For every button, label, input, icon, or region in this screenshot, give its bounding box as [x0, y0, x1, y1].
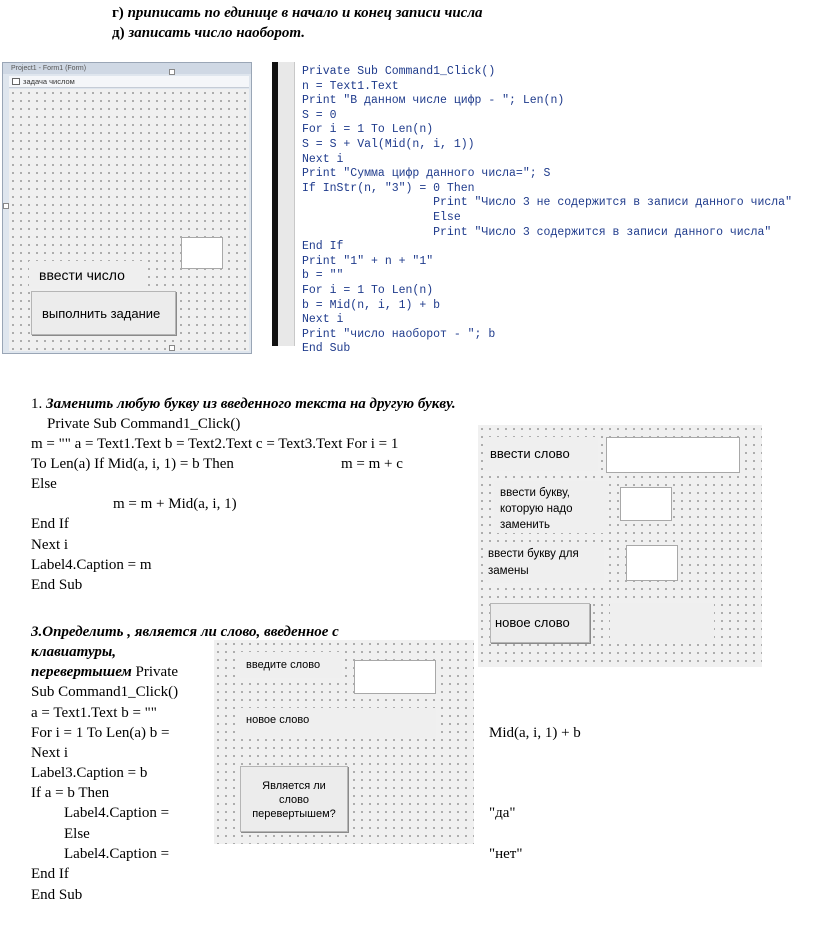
code-line: S = S + Val(Mid(n, i, 1))	[302, 137, 475, 151]
form3-word-input[interactable]	[354, 660, 436, 694]
task1-number: 1.	[31, 396, 43, 412]
task-d-text: записать число наоборот.	[128, 25, 305, 41]
code-line: Print "Сумма цифр данного числа="; S	[302, 167, 551, 181]
task1-code-line: End If	[31, 516, 69, 532]
form3-canvas	[214, 640, 474, 844]
task3-code-line: Next i	[31, 745, 69, 761]
code-line: b = ""	[302, 269, 344, 283]
task-g-line	[112, 3, 483, 23]
form3-label-new	[240, 708, 436, 738]
task3-code-line: Else	[64, 826, 90, 842]
form2-label-replace	[484, 543, 604, 583]
code-window	[272, 62, 812, 356]
code-line: End Sub	[302, 342, 351, 356]
task1-code-line: m = "" a = Text1.Text b = Text2.Text c = Text3.Text For i = 1	[31, 436, 399, 452]
code-line: Print "число наоборот - "; b	[302, 327, 496, 341]
code-line: n = Text1.Text	[302, 79, 399, 93]
code-line: Print "1" + n + "1"	[302, 254, 434, 268]
form2-letter-input[interactable]	[620, 487, 672, 521]
form2-label-replace-text: ввести букву для замены	[488, 548, 579, 577]
task3-code-line: a = Text1.Text b = ""	[31, 705, 157, 721]
form1-number-input[interactable]	[181, 237, 223, 269]
form2-label-word-text: ввести слово	[490, 446, 570, 461]
task3-code-line: Label3.Caption = b	[31, 765, 148, 781]
task-g-text: приписать по единице в начало и конец записи числа	[127, 5, 483, 21]
form2-label-word	[484, 437, 598, 471]
code-line: End If	[302, 240, 344, 254]
task3-code-line: "да"	[489, 805, 516, 821]
form-icon	[12, 78, 20, 85]
code-line: S = 0	[302, 108, 337, 122]
task3-title: перевертышем	[31, 664, 132, 680]
task3-title-line3	[31, 662, 178, 682]
task3-title: 3.Определить , является ли слово, введенное с	[31, 624, 339, 640]
form3-label-input	[240, 652, 342, 678]
task-d-marker: д)	[112, 25, 125, 41]
form2-new-word-button[interactable]	[490, 603, 590, 643]
task3-title: клавиатуры,	[31, 644, 117, 660]
form1-label-text: ввести число	[39, 267, 125, 283]
form1-window-titlebar	[3, 63, 251, 74]
form1-window-title: Project1 - Form1 (Form)	[11, 65, 87, 72]
task3-code-line: Mid(a, i, 1) + b	[489, 725, 581, 741]
task-d-line	[112, 23, 305, 43]
task1-code-line: Next i	[31, 537, 69, 553]
form2-result-label	[610, 603, 714, 643]
form2-label-letter	[494, 481, 608, 533]
code-line: Print "Число 3 не содержится в записи данного числа"	[302, 196, 792, 210]
form1-run-button[interactable]	[31, 291, 176, 335]
form2-replace-input[interactable]	[626, 545, 678, 581]
form1-caption-bar	[9, 76, 249, 88]
task-g-marker: г)	[112, 5, 124, 21]
code-line: If InStr(n, "3") = 0 Then	[302, 181, 475, 195]
task3-code-line: Private	[135, 664, 179, 680]
form1-designer-window	[2, 62, 252, 354]
task1-code-line: To Len(a) If Mid(a, i, 1) = b Then	[31, 456, 234, 472]
task3-code-line: "нет"	[489, 846, 523, 862]
code-line: Print "В данном числе цифр - "; Len(n)	[302, 94, 565, 108]
task3-code-line: For i = 1 To Len(a) b =	[31, 725, 170, 741]
code-line: For i = 1 To Len(n)	[302, 123, 434, 137]
task1-title: Заменить любую букву из введенного текста на другую букву.	[46, 396, 456, 412]
code-line: Else	[302, 210, 461, 224]
task1-code-line: Private Sub Command1_Click()	[47, 416, 241, 432]
resize-handle[interactable]	[3, 203, 9, 209]
task1-code-line: Else	[31, 476, 57, 492]
form1-label	[29, 261, 147, 289]
task3-code-line: End Sub	[31, 887, 83, 903]
task1-code-line: m = m + c	[341, 456, 403, 472]
code-line: Next i	[302, 313, 344, 327]
resize-handle[interactable]	[169, 69, 175, 75]
form2-canvas	[478, 425, 762, 667]
code-line: For i = 1 To Len(n)	[302, 283, 434, 297]
form2-word-input[interactable]	[606, 437, 740, 473]
form2-label-letter-text: ввести букву, которую надо заменить	[500, 487, 573, 531]
task1-code-line: End Sub	[31, 577, 83, 593]
form1-run-button-label: выполнить задание	[42, 306, 161, 321]
form3-check-button[interactable]	[240, 766, 348, 832]
code-line: Private Sub Command1_Click()	[302, 65, 496, 78]
task3-code-line: End If	[31, 866, 69, 882]
form3-label-new-text: новое слово	[246, 714, 310, 726]
task3-code-line: If a = b Then	[31, 785, 110, 801]
task3-code-line: Label4.Caption =	[64, 805, 170, 821]
form2-new-word-button-label: новое слово	[495, 615, 570, 630]
code-listing[interactable]	[302, 65, 792, 357]
task3-code-line: Label4.Caption =	[64, 846, 170, 862]
code-line: Next i	[302, 152, 344, 166]
task1-code-line: m = m + Mid(a, i, 1)	[113, 496, 237, 512]
code-line: b = Mid(n, i, 1) + b	[302, 298, 441, 312]
code-line: Print "Число 3 содержится в записи данного числа"	[302, 225, 772, 239]
task3-code-line: Sub Command1_Click()	[31, 684, 179, 700]
task1-heading	[31, 394, 456, 414]
form3-label-input-text: введите слово	[246, 659, 321, 671]
form1-caption: задача числом	[23, 77, 75, 86]
resize-handle[interactable]	[169, 345, 175, 351]
code-gutter	[278, 62, 295, 346]
task1-code-line: Label4.Caption = m	[31, 557, 152, 573]
form1-canvas	[9, 89, 249, 351]
form3-check-button-label: Является ли слово перевертышем?	[252, 780, 336, 820]
